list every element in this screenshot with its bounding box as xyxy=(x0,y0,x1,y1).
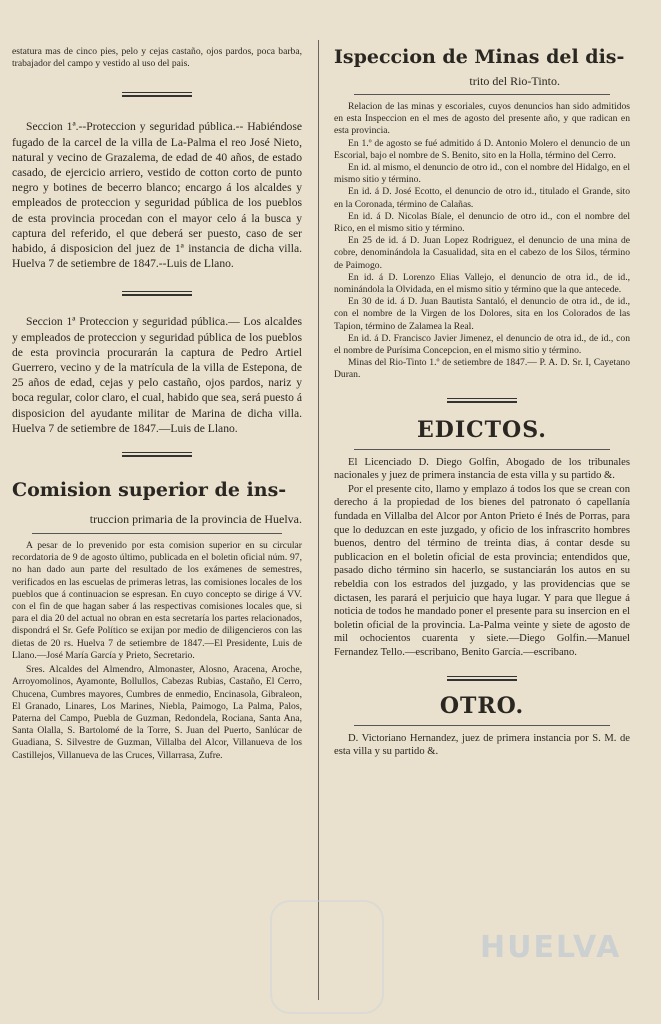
separator xyxy=(122,452,192,457)
edicto-intro: El Licenciado D. Diego Golfin, Abogado de los tribunales nacionales y juez de primera instancia de esta villa y su partido &. xyxy=(334,456,630,482)
otro-body: D. Victoriano Hernandez, juez de primera instancia por S. M. de esta villa y su partido &. xyxy=(334,732,630,758)
mining-entry: En 30 de id. á D. Juan Bautista Santaló, el denuncio de otra id., de id., con el nombre de la Virgen de los Dolores, sita en los Colorados de las Tapion, término de Zalamea la Real. xyxy=(334,296,630,332)
separator xyxy=(122,291,192,296)
edicto-body: Por el presente cito, llamo y emplazo á todos los que se crean con derecho á la propiedad de los bienes del patronato ó capellanía fundada en Villalba del Alcor por Anton Prieto é Inés de Porras, para que lo deduzcan en este juzgado, y oficio de los infrascrito hombres buenos, dentro del término de treinta dias, á contar desde su publicacion en el boletin oficial de esta provincia; entendidos que, pasado dicho término sin hacerlo, se sustanciarán los autos en su rebeldia con los estrados del juzgado, y las providencias que se dictasen, les parará el perjuicio que haya lugar. Y para que llegue á noticia de todos he mandado poner el presente para su insercion en el boletin oficial de la provincia. La-Palma veinte y siete de agosto de mil ochocientos cuarenta y siete.—Diego Golfin.—Manuel Fernandez Tello.—escribano, Benito García.—escribano. xyxy=(334,483,630,658)
separator xyxy=(122,92,192,97)
right-column xyxy=(334,0,630,759)
relacion-paragraph: Relacion de las minas y escoriales, cuyos denuncios han sido admitidos en esta Inspeccion en el mes de agosto del presente año, y que radican en esta provincia. xyxy=(334,101,630,137)
comision-body: A pesar de lo prevenido por esta comision superior en su circular recordatoria de 9 de agosto último, publicada en el boletin oficial núm. 97, no han dado aun parte del resultado de los exámenes de semestres, verificados en las escuelas de primeras letras, las comisiones locales de los pueblos que á continuacion se espresan. En cuyo concepto se dirige á VV. con el fin de que hagan saber á las respectivas comisiones locales que, si para el dia 20 del actual no obran en esta secretaría los partes relacionados, dispondrá el Sr. Gefe Político se exijan por medio de diligencieros con las dietas de 20 rs. Huelva 7 de setiembre de 1847.—El Presidente, Luis de Llano.—José María García y Prieto, Secretario. xyxy=(12,540,302,661)
mining-entry: En 1.º de agosto se fué admitido á D. Antonio Molero el denuncio de un Escorial, bajo el nombre de S. Benito, sito en la Holla, término del Cerro. xyxy=(334,137,630,161)
mining-entry: En id. á D. José Ecotto, el denuncio de otro id., titulado el Grande, sito en la Coronada, término de Calañas. xyxy=(334,186,630,210)
separator xyxy=(447,398,517,403)
divider xyxy=(354,449,610,450)
comision-title: Comision superior de ins- xyxy=(12,479,287,502)
minas-signature: Minas del Rio-Tinto 1.º de setiembre de 1847.— P. A. D. Sr. I, Cayetano Duran. xyxy=(334,357,630,381)
edictos-title: EDICTOS. xyxy=(417,416,547,443)
mining-entry: En 25 de id. á D. Juan Lopez Rodriguez, el denuncio de una mina de cobre, denominándola la Casualidad, sita en el cabezo de los Silos, término de Paimogo. xyxy=(334,235,630,271)
comision-subtitle: truccion primaria de la provincia de Huelva. xyxy=(89,512,302,527)
mining-entry: En id. al mismo, el denuncio de otro id., con el nombre del Hidalgo, en el mismo sitio y término. xyxy=(334,162,630,186)
mining-entry: En id. á D. Francisco Javier Jimenez, el denuncio de otra id., de id., con el nombre de Purísima Concepcion, en el mismo sitio y término. xyxy=(334,332,630,357)
inspeccion-subtitle: trito del Rio-Tinto. xyxy=(469,74,560,88)
comision-list: Sres. Alcaldes del Almendro, Almonaster, Alosno, Aracena, Aroche, Arroyomolinos, Ayamonte, Bollullos, Cabezas Rubias, Castaño, El Cerro, Chucena, Cumbres mayores, Cumbres de enmedio, Encinasola, Gibraleon, El Granado, Linares, Los Marines, Niebla, Paimogo, La Palma, Palos, Paterna del Campo, Puebla de Guzman, Redondela, Rociana, Santa Ana, Santa Olalla, S. Bartolomé de la Torre, S. Juan del Puerto, Sanlúcar de Guadiana, S. Silvestre de Guzman, Villalba del Alcor, Villanueva de los Castillejos, Villanueva de las Cruces, Villarrasa, Zufre. xyxy=(12,664,302,761)
mining-entry: En id. á D. Lorenzo Elias Vallejo, el denuncio de otra id., de id., nominándola la Olvidada, en el mismo sitio y término que la que antecede. xyxy=(334,271,630,296)
divider xyxy=(354,725,610,726)
seccion-2-paragraph: Seccion 1ª Proteccion y seguridad pública.— Los alcaldes y empleados de proteccion y seguridad pública de los pueblos de esta provincia procurarán la captura de Pedro Artiel Guerrero, vecino y de la matrícula de la villa de Estepona, de 25 años de edad, cejas y pelo castaño, ojos pardos, nariz y boca regular, color claro, el cual, habido que sea, será puesto á disposicion del ayudante militar de Marina de dicha villa. Huelva 7 de setiembre de 1847.—Luis de Llano. xyxy=(12,315,302,435)
mining-entry: En id. á D. Nicolas Bíale, el denuncio de otro id., con el nombre del Rico, en el mismo sitio y término. xyxy=(334,210,630,235)
otro-title: OTRO. xyxy=(439,692,525,719)
left-column xyxy=(12,0,302,762)
separator xyxy=(447,676,517,681)
watermark-text: HUELVA xyxy=(480,930,622,965)
divider xyxy=(354,94,610,95)
seccion-1-paragraph: Seccion 1ª.--Proteccion y seguridad pública.-- Habiéndose fugado de la carcel de la villa de La-Palma el reo José Nieto, natural y vecino de Grazalema, de edad de 40 años, de estado casado, de ejercicio arriero, vestido de cotton corto de punto negro y botines de becerro blanco; encargo á los alcaldes y empleados de proteccion y seguridad pública de los pueblos de esta provincia procedan con el mayor celo á la busca y captura del referido, el que deberá ser puesto, caso de ser habido, á disposicion del juez de 1ª instancia de dicha villa. Huelva 7 de setiembre de 1847.--Luis de Llano. xyxy=(12,120,302,271)
watermark-seal-icon xyxy=(270,900,384,1014)
intro-paragraph: estatura mas de cinco pies, pelo y cejas castaño, ojos pardos, poca barba, trabajador del campo y vestido al uso del pais. xyxy=(12,46,302,70)
column-divider xyxy=(318,40,319,1000)
divider xyxy=(32,533,282,534)
inspeccion-title: Ispeccion de Minas del dis- xyxy=(334,46,625,68)
